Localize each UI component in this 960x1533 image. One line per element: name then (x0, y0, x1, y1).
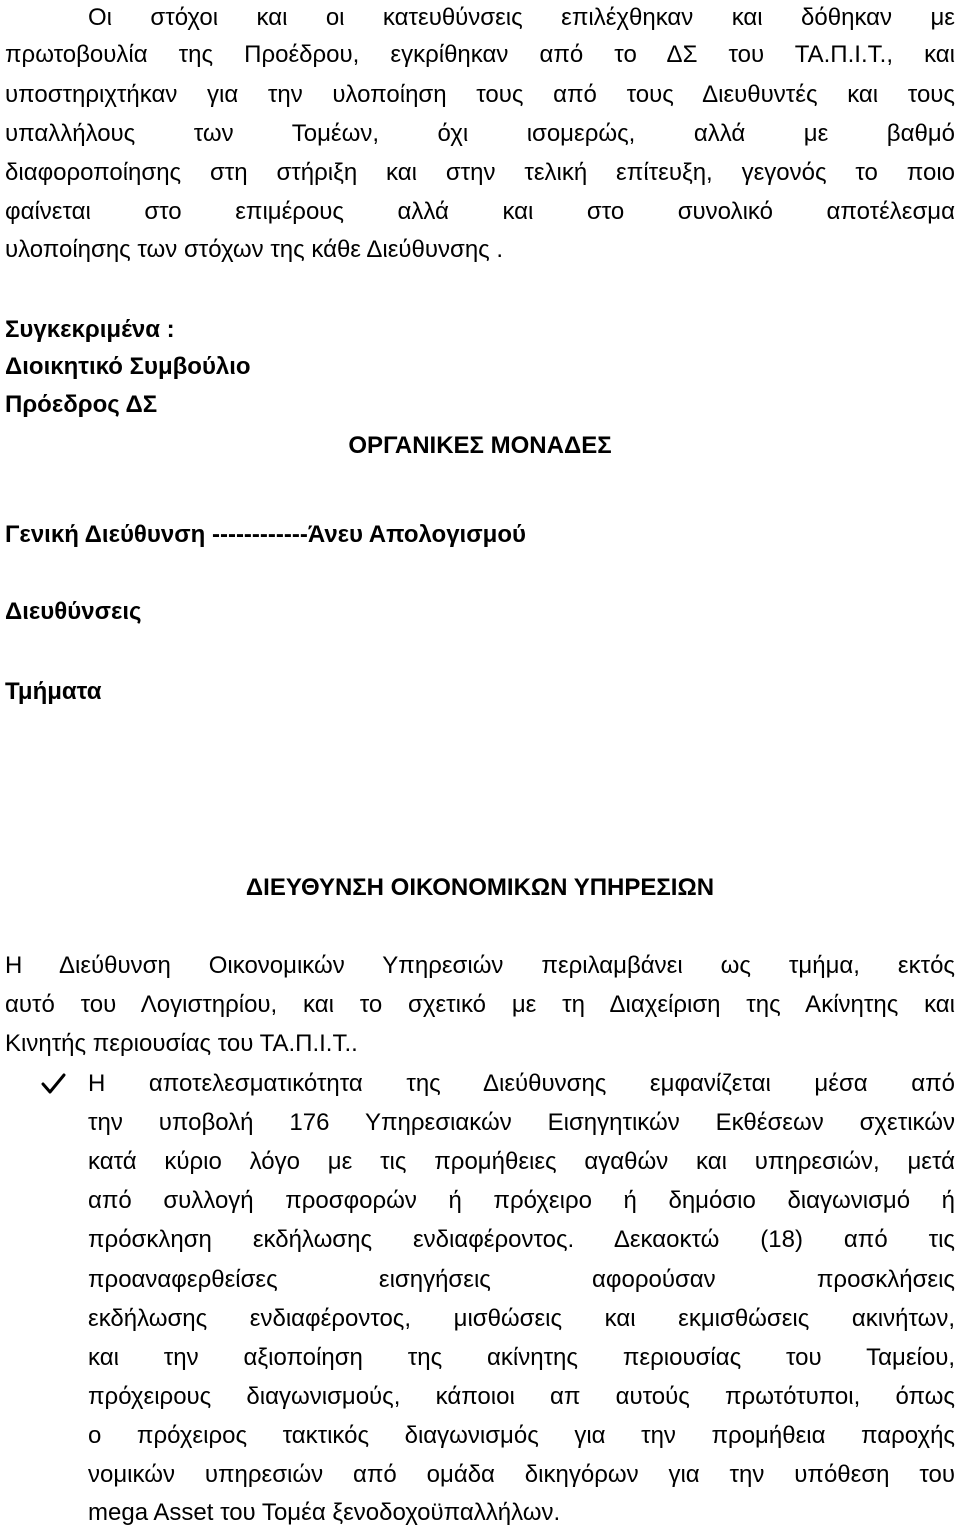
president-heading: Πρόεδρος ΔΣ (5, 391, 158, 418)
departments-heading: Τμήματα (5, 678, 102, 705)
intro-line: υλοποίησης των στόχων της κάθε Διεύθυνσης . (5, 236, 504, 263)
bullet-line: ο πρόχειρος τακτικός διαγωνισμός για την προμήθεια παροχής (88, 1422, 955, 1449)
organic-units-title: ΟΡΓΑΝΙΚΕΣ ΜΟΝΑΔΕΣ (348, 432, 612, 459)
bullet-line: mega Asset του Τομέα ξενοδοχοϋπαλλήλων. (88, 1499, 561, 1526)
bullet-line: από συλλογή προσφορών ή πρόχειρο ή δημόσιο διαγωνισμό ή (88, 1187, 955, 1214)
intro-line: υπαλλήλους των Τομέων, όχι ισομερώς, αλλά με βαθμό (5, 120, 955, 147)
intro-line: διαφοροποίησης στη στήριξη και στην τελική επίτευξη, γεγονός το ποιο (5, 159, 955, 186)
bullet-line: πρόσκληση εκδήλωσης ενδιαφέροντος. Δεκαοκτώ (18) από τις (88, 1226, 955, 1253)
intro-line: πρωτοβουλία της Προέδρου, εγκρίθηκαν από το ΔΣ του ΤΑ.Π.Ι.Τ., και (5, 41, 955, 68)
checkmark-icon (38, 1065, 68, 1105)
board-heading: Διοικητικό Συμβούλιο (5, 353, 251, 380)
section-title: ΔΙΕΥΘΥΝΣΗ ΟΙΚΟΝΟΜΙΚΩΝ ΥΠΗΡΕΣΙΩΝ (245, 874, 715, 901)
general-direction-line: Γενική Διεύθυνση ------------Άνευ Απολογισμού (5, 521, 526, 548)
specifically-heading: Συγκεκριμένα : (5, 316, 175, 343)
section-paragraph-line: Κινητής περιουσίας του ΤΑ.Π.Ι.Τ.. (5, 1030, 358, 1057)
intro-line: υποστηριχτήκαν για την υλοποίηση τους από τους Διευθυντές και τους (5, 81, 955, 108)
bullet-line: και την αξιοποίηση της ακίνητης περιουσίας του Ταμείου, (88, 1344, 955, 1371)
section-paragraph-line: Η Διεύθυνση Οικονομικών Υπηρεσιών περιλαμβάνει ως τμήμα, εκτός (5, 952, 955, 979)
section-paragraph-line: αυτό του Λογιστηρίου, και το σχετικό με τη Διαχείριση της Ακίνητης και (5, 991, 955, 1018)
bullet-line: εκδήλωσης ενδιαφέροντος, μισθώσεις και εκμισθώσεις ακινήτων, (88, 1305, 955, 1332)
directorates-heading: Διευθύνσεις (5, 598, 142, 625)
bullet-line: νομικών υπηρεσιών από ομάδα δικηγόρων για την υπόθεση του (88, 1461, 955, 1488)
bullet-line: την υποβολή 176 Υπηρεσιακών Εισηγητικών Εκθέσεων σχετικών (88, 1109, 955, 1136)
bullet-line: Η αποτελεσματικότητα της Διεύθυνσης εμφανίζεται μέσα από (88, 1070, 955, 1097)
bullet-line: πρόχειρους διαγωνισμούς, κάποιοι απ αυτούς πρωτότυποι, όπως (88, 1383, 955, 1410)
intro-line: Οι στόχοι και οι κατευθύνσεις επιλέχθηκαν και δόθηκαν με (88, 4, 955, 31)
intro-line: φαίνεται στο επιμέρους αλλά και στο συνολικό αποτέλεσμα (5, 198, 955, 225)
bullet-line: προαναφερθείσες εισηγήσεις αφορούσαν προσκλήσεις (88, 1266, 955, 1293)
bullet-line: κατά κύριο λόγο με τις προμήθειες αγαθών και υπηρεσιών, μετά (88, 1148, 955, 1175)
